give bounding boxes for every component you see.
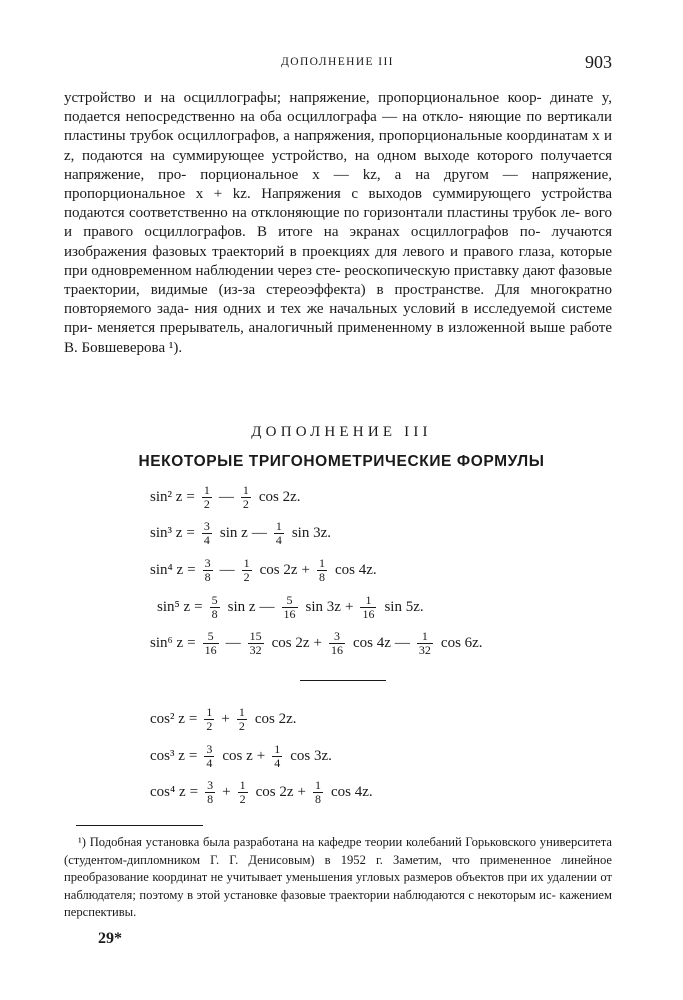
formula-lhs: sin⁵ z [157,599,191,615]
formula-lhs: cos⁴ z [150,784,186,800]
denominator: 8 [319,570,325,584]
numerator: 3 [206,742,213,756]
formula-cos3 [150,743,332,770]
denominator: 4 [275,533,282,547]
denominator: 4 [206,756,213,770]
denominator: 8 [211,607,218,621]
equals-sign: = [186,525,195,541]
numerator: 5 [211,593,218,607]
term: sin z [219,525,248,541]
body-line: порциональное x — kz, а на другом — напряжение, пропорциональное [64,166,612,203]
denominator: 8 [207,792,214,806]
body-line: устройство, на одном выходе которого получается напряжение, про- [64,147,612,183]
formula-sin2 [150,484,301,511]
signature-mark: 29* [98,930,122,947]
denominator: 4 [274,756,281,770]
fraction [272,743,282,770]
body-line: реоскопическую приставку дают фазовые траектории, видимые (из-за [64,262,613,299]
denominator: 2 [242,497,249,511]
term: cos 2z [255,784,294,800]
body-line: динате y, подается непосредственно на оба осциллографа — на откло- [64,90,612,126]
numerator: 1 [365,593,372,607]
body-line: устройство и на осциллографы; напряжение, пропорциональное коор- [64,90,542,106]
fraction [238,779,248,806]
body-line: лучаются изображения фазовых траекторий в проекциях для левого [64,224,612,260]
term: cos 2z [259,562,298,578]
denominator: 2 [206,719,213,733]
page-number: 903 [585,52,612,72]
numerator: 1 [242,483,249,497]
term: cos 2z. [254,711,297,727]
numerator: 1 [243,556,250,570]
fraction [241,484,251,511]
formula-cos4 [150,779,373,806]
denominator: 2 [239,792,246,806]
footnote-line: Подобная установка была разработана на кафедре теории колебаний [89,835,462,849]
term: cos z [222,748,253,764]
denominator: 16 [283,607,296,621]
formula-lhs: sin² z [150,489,183,505]
formula-lhs: sin⁴ z [150,562,184,578]
fraction [203,557,213,584]
fraction [274,520,284,547]
denominator: 8 [204,570,211,584]
running-title: ДОПОЛНЕНИЕ III [281,56,394,68]
body-line: работе В. Бовшеверова ¹). [64,320,612,356]
formula-cos2 [150,706,297,733]
formula-sin3 [150,520,331,547]
operator: + [221,711,230,727]
operator: + [222,784,231,800]
formula-lhs: sin³ z [150,525,183,541]
fraction [417,630,433,657]
numerator: 5 [286,593,293,607]
footnote-line: Горьковского университета (студентом-дипломником Г. Г. Денисовым) в 1952 г. [64,835,612,867]
numerator: 3 [207,778,214,792]
fraction [202,484,212,511]
body-line: соответственно на отклоняющие по горизонтали пластины трубок ле- [128,205,580,222]
term: sin 5z. [384,599,424,615]
equals-sign: = [187,562,196,578]
formula-sin5 [157,594,424,621]
body-paragraph [64,89,612,358]
equals-sign: = [186,489,195,505]
term: sin 3z. [291,525,331,541]
body-line: ния одних и тех же начальных условий в исследуемой системе при- [64,301,613,337]
fraction [282,594,298,621]
denominator: 2 [238,719,245,733]
fraction [329,630,345,657]
formula-lhs: sin⁶ z [150,635,184,651]
equals-sign: = [188,711,198,727]
section-title: НЕКОТОРЫЕ ТРИГОНОМЕТРИЧЕСКИЕ ФОРМУЛЫ [138,453,545,470]
operator: — [218,489,234,505]
numerator: 1 [275,519,282,533]
fraction [317,557,327,584]
term: cos 6z. [440,635,483,651]
term: cos 2z [271,635,310,651]
numerator: 3 [203,519,210,533]
term: cos 4z [353,635,391,651]
numerator: 1 [206,705,213,719]
section-divider [300,680,386,681]
operator: + [256,748,266,764]
operator: — [219,562,235,578]
body-line: и правого глаза, которые при одновременном наблюдении через сте- [64,243,613,279]
fraction [204,706,214,733]
denominator: 32 [418,643,431,657]
denominator: 4 [203,533,210,547]
term: cos 2z. [258,489,301,505]
fraction [242,557,252,584]
equals-sign: = [187,635,196,651]
denominator: 8 [314,792,321,806]
denominator: 16 [331,643,343,657]
body-line: вого и правого осциллографов. В итоге на экранах осциллографов по- [64,205,612,241]
footnote-line: кажением перспективы. [64,887,612,919]
fraction [202,520,212,547]
numerator: 15 [249,629,262,643]
footnote-line: Заметим, что примененное линейное преобразование координат не учитывает [64,852,612,884]
term: cos 3z. [290,748,332,764]
operator: + [313,635,322,651]
fraction [237,706,247,733]
equals-sign: = [194,599,203,615]
term: sin 3z [305,599,341,615]
body-line: x + kz. Напряжения с выходов суммирующего устройства подаются [64,186,613,222]
footnote-line: уменьшения угловых размеров объектов при их удалении от наблюдателя; [64,870,612,902]
numerator: 5 [207,629,214,643]
fraction [360,594,376,621]
operator: — [394,635,410,651]
numerator: 3 [334,629,340,643]
denominator: 32 [249,643,262,657]
formula-lhs: cos³ z [150,748,185,764]
body-line: меняется прерыватель, аналогичный примененному в изложенной выше [97,320,566,337]
body-line: стереоэффекта) в пространстве. Для многократно повторяемого зада- [64,282,612,318]
term: cos 4z. [330,784,373,800]
fraction [203,630,219,657]
equals-sign: = [189,784,199,800]
denominator: 16 [204,643,217,657]
term: sin z [227,599,256,615]
numerator: 1 [203,483,210,497]
fraction [313,779,323,806]
operator: + [297,784,306,800]
numerator: 1 [239,778,246,792]
fraction [204,743,214,770]
footnote [64,834,612,922]
appendix-label: ДОПОЛНЕНИЕ III [251,424,432,440]
fraction [248,630,264,657]
body-line: пропорциональные координатам x и z, подаются на суммирующее [64,128,613,164]
denominator: 2 [203,497,210,511]
numerator: 1 [314,778,321,792]
denominator: 16 [362,607,375,621]
fraction [205,779,215,806]
numerator: 1 [238,705,245,719]
formula-lhs: cos² z [150,711,185,727]
footnote-line: поэтому в этой установке фазовые траектории наблюдаются с некоторым ис- [139,887,556,902]
operator: + [344,599,354,615]
numerator: 1 [274,742,281,756]
body-line: няющие по вертикали пластины трубок осциллографов, а напряжения, [64,109,613,145]
operator: — [259,599,275,615]
operator: — [251,525,267,541]
numerator: 3 [204,556,211,570]
numerator: 1 [421,629,428,643]
numerator: 1 [319,556,325,570]
term: cos 4z. [335,562,377,578]
formula-sin4 [150,557,377,584]
fraction [210,594,220,621]
operator: — [225,635,241,651]
operator: + [301,562,310,578]
footnote-rule [76,825,203,826]
footnote-mark: ¹) [78,835,86,849]
equals-sign: = [188,748,198,764]
formula-sin6 [150,630,483,657]
denominator: 2 [243,570,250,584]
